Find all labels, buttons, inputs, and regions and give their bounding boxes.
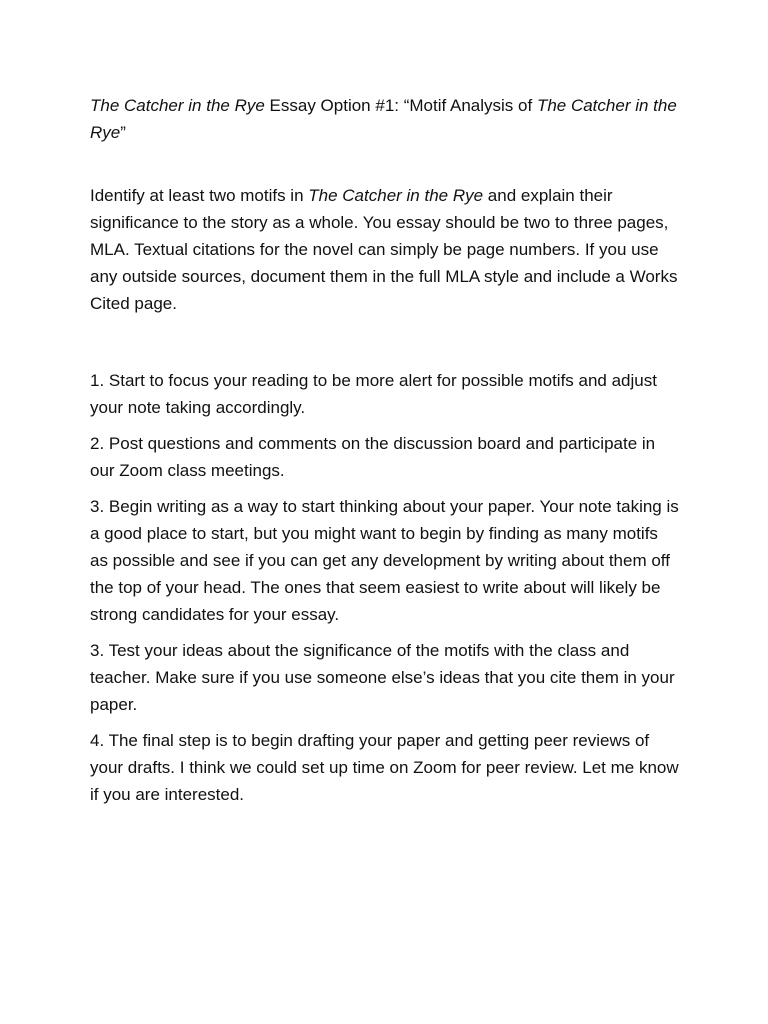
step-paragraph: 3. Begin writing as a way to start thinking about your paper. Your note taking is a good place to start, but you might want to begin by finding as many motifs as possible and see if you can get any development by writing about them off the top of your head. The ones that seem easiest to write about will likely be strong candidates for your essay. (90, 497, 679, 624)
step-paragraph: 4. The final step is to begin drafting your paper and getting peer reviews of your drafts. I think we could set up time on Zoom for peer review. Let me know if you are interested. (90, 731, 679, 804)
intro-book-name: The Catcher in the Rye (308, 186, 484, 205)
step-paragraph: 3. Test your ideas about the significance of the motifs with the class and teacher. Make sure if you use someone else’s ideas that you cite them in your paper. (90, 641, 675, 714)
title-book-name-2: The Catcher in the Rye (90, 96, 677, 142)
intro-text-2: and explain their significance to the story as a whole. You essay should be two to three pages, MLA. Textual citations for the novel can simply be page numbers. If you use any outside sources, document them in the full MLA style and include a Works Cited page. (90, 186, 678, 313)
title-book-name: The Catcher in the Rye (90, 96, 265, 115)
intro-text-1: Identify at least two motifs in (90, 186, 309, 205)
assignment-title (90, 92, 680, 146)
intro-paragraph (90, 182, 680, 317)
step-paragraph: 1. Start to focus your reading to be more alert for possible motifs and adjust your note taking accordingly. (90, 371, 657, 417)
title-text: Essay Option #1: “Motif Analysis of (264, 96, 537, 115)
title-close-quote: ” (120, 123, 126, 142)
step-paragraph: 2. Post questions and comments on the discussion board and participate in our Zoom class meetings. (90, 434, 656, 480)
